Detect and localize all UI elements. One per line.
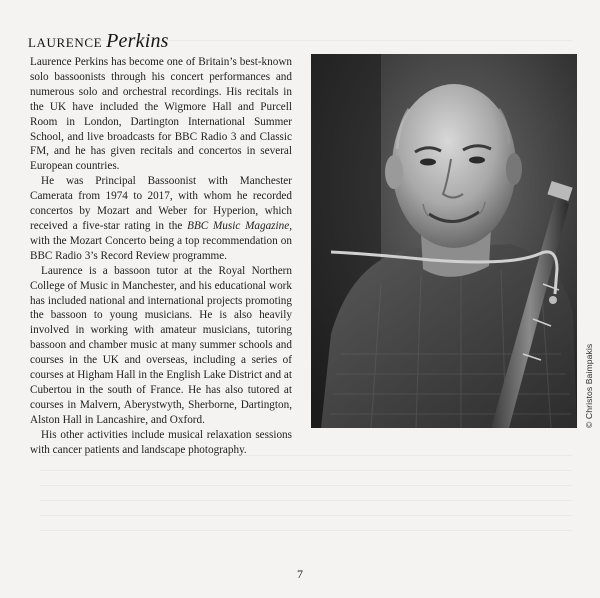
artist-portrait-photo	[311, 54, 577, 428]
bio-paragraph: His other activities include musical relaxation sessions with cancer patients and landscape photography.	[30, 428, 292, 456]
bio-paragraph: Laurence is a bassoon tutor at the Royal Northern College of Music in Manchester, and his educational work has included national and international projects promoting the bassoon to young musicians. He is also heavily involved in working with amateur musicians, tutoring bassoon and chamber music at many summer schools and courses in the UK and overseas, including a series of courses at Higham Hall in the English Lake District and at Cubertou in the south of France. He has also tutored at courses in Malvern, Aberystwyth, Sherborne, Dartington, Alston Hall in Lancashire, and Oxford.	[30, 264, 292, 426]
bleed-through-line	[40, 485, 572, 486]
bleed-through-line	[40, 470, 572, 471]
bleed-through-line	[40, 530, 572, 531]
bleed-through-line	[40, 515, 572, 516]
bleed-through-line	[40, 500, 572, 501]
bio-text: He was Principal Bassoonist with Manchester Camerata from 1974 to 2017, with whom he recorded concertos by Mozart and Weber for Hyperion, which received a five-star rating in the	[30, 175, 292, 232]
artist-last-name: Perkins	[106, 30, 169, 52]
artist-biography	[30, 55, 292, 457]
artist-first-name: LAURENCE	[28, 35, 103, 50]
magazine-title: BBC Music Magazine	[187, 219, 290, 232]
photo-credit: © Christos Baimpakis	[584, 343, 594, 428]
artist-name-heading	[28, 30, 169, 53]
bio-paragraph: Laurence Perkins has become one of Britain’s best-known solo bassoonists through his concert performances and numerous solo and orchestral recordings. His recitals in the UK have included the Wigmore Hall and Purcell Room in London, Dartington International Summer School, and live broadcasts for BBC Radio 3 and Classic FM, and he has given recitals and concertos in several European countries.	[30, 56, 292, 173]
bio-paragraph	[30, 174, 292, 263]
portrait-illustration	[311, 54, 577, 428]
page-number: 7	[297, 567, 303, 581]
bio-text: , with the Mozart Concerto being a top recommendation on BBC Radio 3’s Record Review programme.	[30, 219, 293, 262]
